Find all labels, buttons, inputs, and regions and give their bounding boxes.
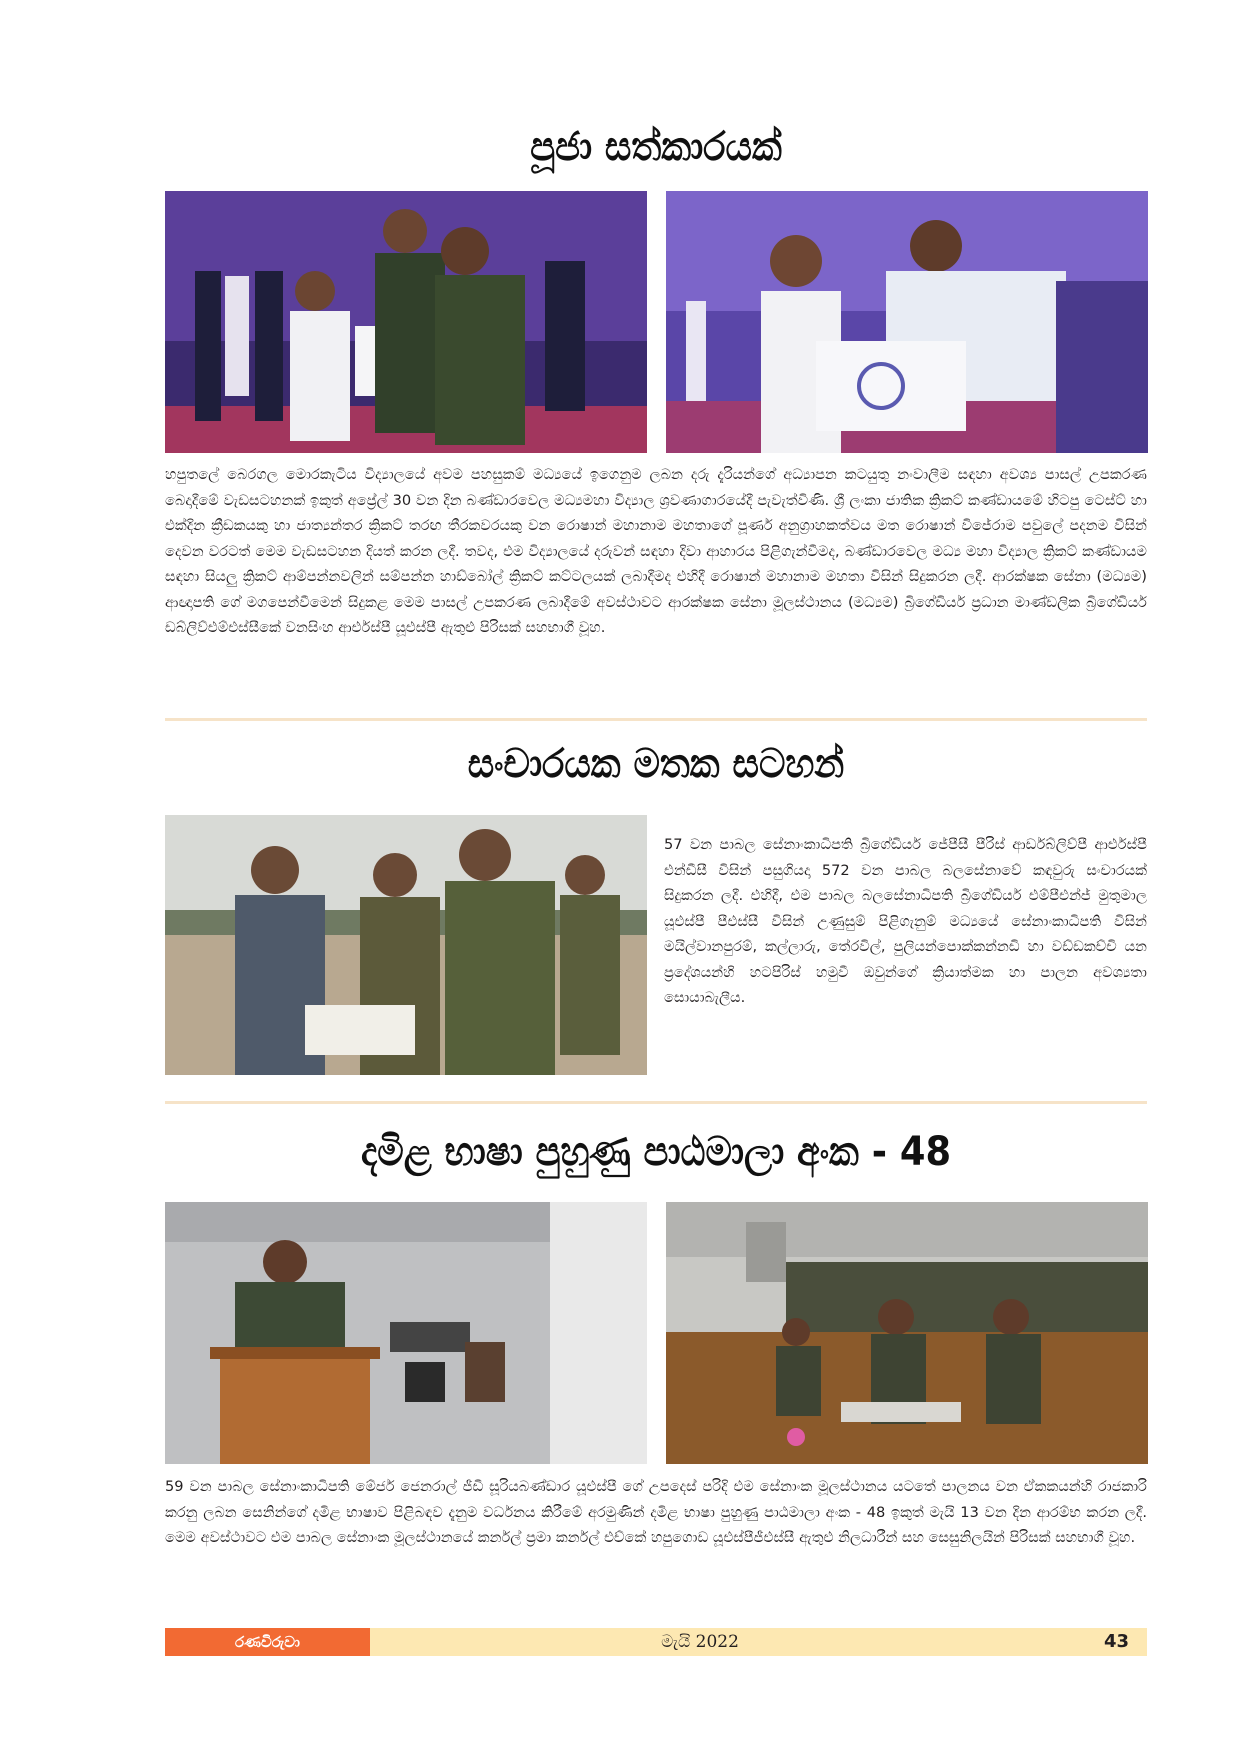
- article-1-title: පූජා සත්කාරයක්: [530, 124, 782, 170]
- article-3-body: 59 වන පාබල සේනාංකාධිපති මේජර් ජෙනරාල් ජීඩී සූරියබණ්ඩාර යූඑස්පී ගේ උපදෙස් පරිදි එම සේනාංක මූලස්ථානය යටතේ පාලනය වන ඒකකයන්හි රාජකාරි කරනු ලබන සෙනින්ගේ දමිළ භාෂාව පිළිබඳව දැනුම වර්ධනය කිරීමේ අරමුණින් දමිළ භාෂා පුහුණු පාඨමාලා අංක - 48 ඉකුත් මැයි 13 වන දින ආරම්භ කරන ලදී. මෙම අවස්ථාවට එම පාබල සේනාංක මූලස්ථානයේ කර්නල් ප්‍රමා කර්නල් එච්කේ හපුගොඩ යූඑස්පීජීඑස්සී ඇතුළු නිලධාරීන් සහ සෙසුනිලයින් පිරිසක් සහභාගී වූහ.: [165, 1478, 1147, 1546]
- article-1-body: හපුතලේ බෙරගල මොරකැටිය විද්‍යාලයේ අවම පහසුකම් මධ්‍යයේ ඉගෙනුම ලබන දරු දැරියන්ගේ අධ්‍යාපන කටයුතු නංවාලීම සඳහා අවශ්‍ය පාසල් උපකරණ බෙදාදීමේ වැඩසටහනක් ඉකුත් අප්‍රේල් 30 වන දින බණ්ඩාරවෙල මධ්‍යමහා විද්‍යාල ශ්‍රවණාගාරයේදී පැවැත්විණි. ශ්‍රී ලංකා ජාතික ක්‍රිකට් කණ්ඩායමේ හිටපු ටෙස්ට් හා එක්දින ක්‍රීඩකයකු හා ජාත්‍යන්තර ක්‍රිකට් තරඟ තීරකවරයකු වන රොෂාන් මහානාම මහතාගේ පූර්ණ අනුග්‍රාහකත්වය මත රොෂාන් විජේරාම පවුලේ පදනම විසින් දෙවන වරටත් මෙම වැඩසටහන දියත් කරන ලදී. තවද, එම විද්‍යාලයේ දරුවන් සඳහා දිවා ආහාරය පිළිගැන්වීමද, බණ්ඩාරවෙල මධ්‍ය මහා විද්‍යාල ක්‍රිකට් කණ්ඩායම සඳහා සියලු ක්‍රිකට් ආම්පන්නවලින් සම්පන්න හාඩ්බෝල් ක්‍රිකට් කට්ටලයක් ලබාදීමද එහිදී රොෂාන් මහානාම මහතා විසින් සිදුකරන ලදී. ආරක්ෂක සේනා (මධ්‍යම) ආඥාපති ගේ මගපෙන්වීමෙන් සිදුකළ මෙම පාසල් උපකරණ ලබාදීමේ අවස්ථාවට ආරක්ෂක සේනා මූලස්ථානය (මධ්‍යම) බ්‍රිගේඩියර් ප්‍රධාන මාණ්ඩලික බ්‍රිගේඩියර් ඩබ්ලිව්එම්එස්සීකේ වනසිංහ ආර්එස්පී යූඑස්පී ඇතුළු පිරිසක් සහභාගී වූහ.: [165, 466, 1147, 636]
- section-divider-2: [165, 1101, 1147, 1104]
- article-2-body: 57 වන පාබල සේනාංකාධිපති බ්‍රිගේඩියර් ජේපීසී පීරිස් ආර්ඩබ්ලිව්පී ආර්එස්පී එන්ඩීසී විසින් පසුගියදා 572 වන පාබල බලසේනාවේ කඳවුරු සංචාරයක් සිදුකරන ලදී. එහිදී, එම පාබල බලසේනාධිපති බ්‍රිගේඩියර් එම්පීඑන්ජ් මුතුමාල යූඑස්පී පීඑස්සී විසින් උණුසුම් පිළිගැනුම් මධ්‍යයේ සේනාංකාධිපති විසින් මයිල්වානපුරම්, කල්ලාරු, තේරවිල්, පුලියන්පොක්කන්නඩි හා වඩ්ඩකච්චි යන ප්‍රදේශයන්හි හටපිරිස් හමුවී ඔවුන්ගේ ක්‍රියාත්මක හා පාලන අවශ්‍යතා සොයාබැලීය.: [664, 836, 1147, 1006]
- article-3-photo-left: [165, 1202, 647, 1464]
- article-1-photo-right: [666, 191, 1148, 453]
- magazine-brand: රණවිරුවා: [165, 1628, 370, 1656]
- page-number: 43: [1103, 1631, 1129, 1652]
- article-2-title: සංචාරයක මතක සටහන්: [467, 741, 845, 787]
- article-2-photo: [165, 815, 647, 1075]
- issue-date: මැයි 2022: [661, 1632, 739, 1652]
- page-footer: [165, 1628, 1147, 1656]
- article-3-photo-right: [666, 1202, 1148, 1464]
- article-3-title: දමිළ භාෂා පුහුණු පාඨමාලා අංක - 48: [360, 1129, 952, 1175]
- article-1-photo-left: [165, 191, 647, 453]
- section-divider-1: [165, 718, 1147, 721]
